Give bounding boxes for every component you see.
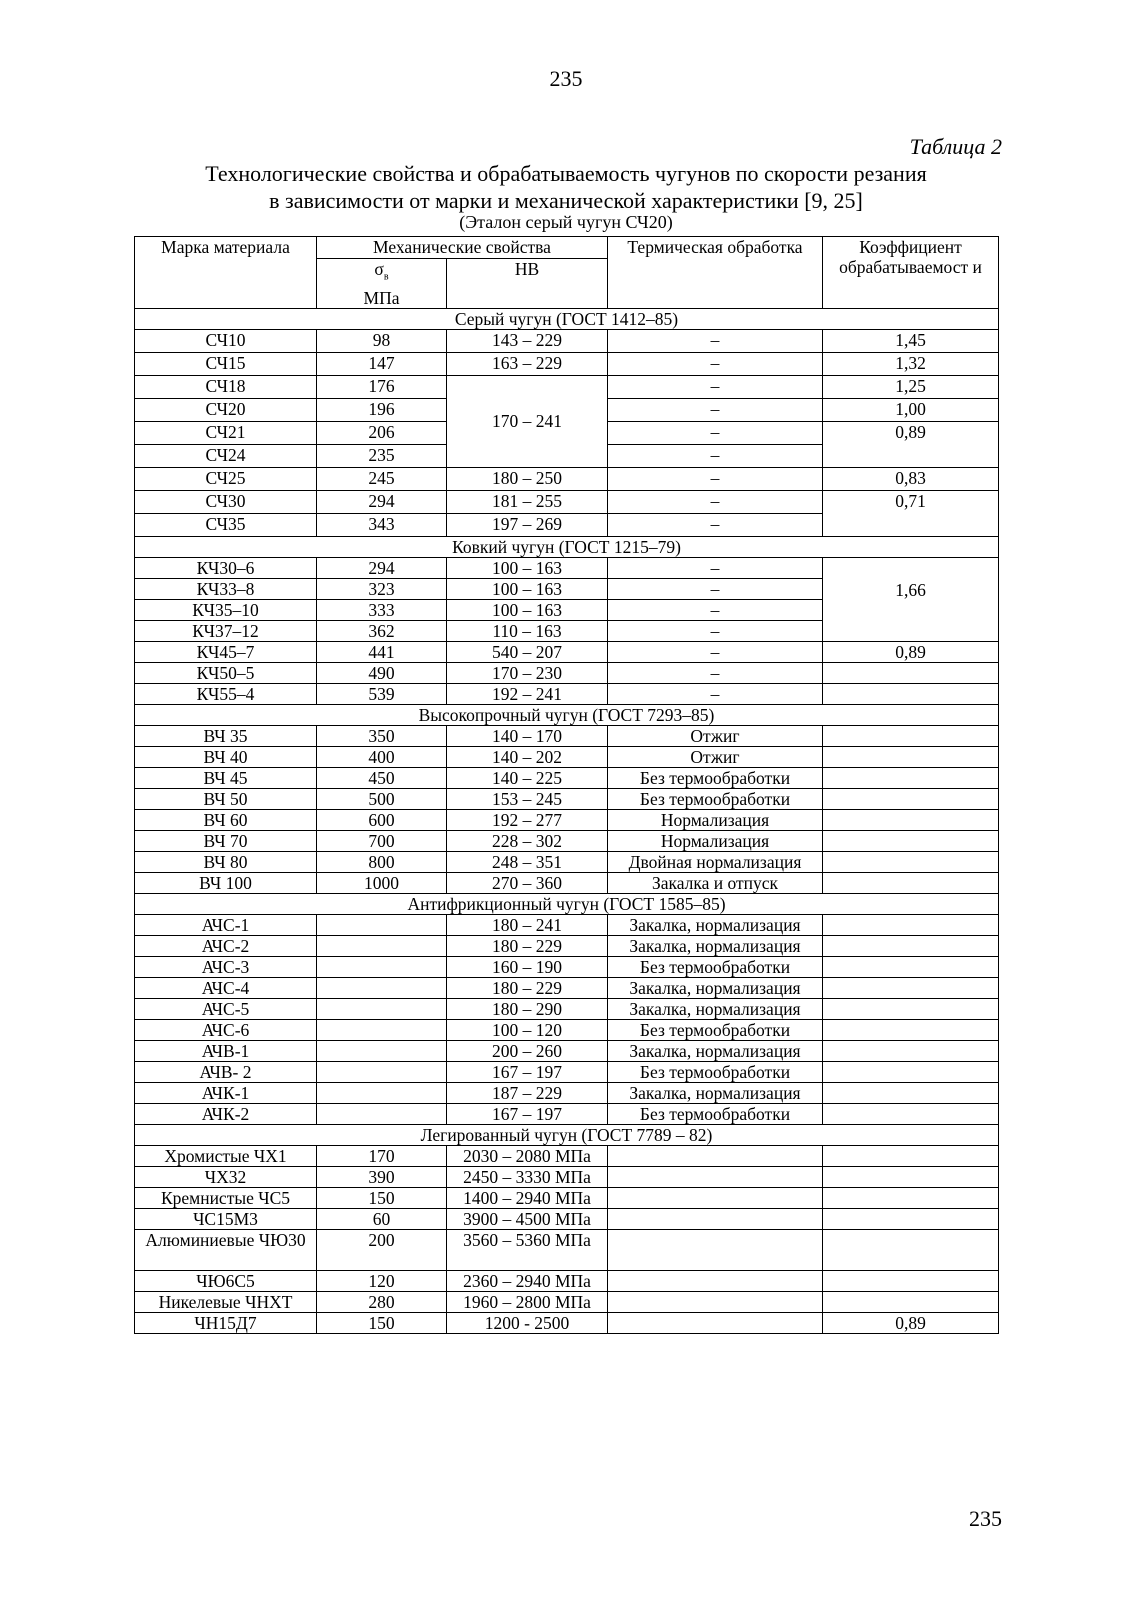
table-row [135,375,999,398]
table-row [135,767,999,788]
table-row [135,1208,999,1229]
cell-sigma: 362 [317,620,447,641]
cell-hb: 1400 – 2940 МПа [447,1187,608,1208]
cell-mark: СЧ24 [135,444,317,467]
cell-coef [823,683,999,704]
cell-hb: 110 – 163 [447,620,608,641]
cell-sigma: 150 [317,1312,447,1333]
cell-hb: 180 – 229 [447,977,608,998]
cell-heat: Без термообработки [608,788,823,809]
cell-sigma: 600 [317,809,447,830]
cell-sigma [317,977,447,998]
cell-hb: 1960 – 2800 МПа [447,1291,608,1312]
cell-mark: АЧВ- 2 [135,1061,317,1082]
header-heat: Термическая обработка [608,237,823,309]
cell-heat: – [608,421,823,444]
cell-mark: АЧВ-1 [135,1040,317,1061]
cell-coef: 0,89 [823,641,999,662]
table-row [135,1040,999,1061]
cell-hb: 2360 – 2940 МПа [447,1270,608,1291]
cell-hb: 160 – 190 [447,956,608,977]
cell-coef: 0,89 [823,421,999,467]
cell-mark: АЧК-2 [135,1103,317,1124]
cell-hb: 248 – 351 [447,851,608,872]
cell-sigma: 150 [317,1187,447,1208]
table-row [135,809,999,830]
cell-hb: 167 – 197 [447,1061,608,1082]
cell-sigma [317,1040,447,1061]
cell-coef [823,998,999,1019]
cell-heat [608,1145,823,1166]
cell-sigma [317,935,447,956]
table-row [135,662,999,683]
table-row [135,490,999,513]
table-row [135,557,999,578]
table-row [135,977,999,998]
cell-heat: – [608,641,823,662]
table-row [135,851,999,872]
cell-hb: 3900 – 4500 МПа [447,1208,608,1229]
cell-sigma: 176 [317,375,447,398]
table-row [135,467,999,490]
cell-mark: КЧ37–12 [135,620,317,641]
cell-sigma: 206 [317,421,447,444]
cell-coef [823,956,999,977]
cell-mark: СЧ30 [135,490,317,513]
cell-hb: 140 – 225 [447,767,608,788]
cell-coef [823,1019,999,1040]
cell-coef [823,746,999,767]
cell-heat: Закалка, нормализация [608,1040,823,1061]
cell-heat: Отжиг [608,746,823,767]
cell-coef: 1,25 [823,375,999,398]
table-label: Таблица 2 [909,134,1002,159]
cell-heat: – [608,578,823,599]
cell-coef [823,1270,999,1291]
cell-hb: 140 – 170 [447,725,608,746]
table-row [135,788,999,809]
cell-mark: ВЧ 60 [135,809,317,830]
cell-heat: Закалка, нормализация [608,977,823,998]
cell-coef [823,935,999,956]
cell-hb: 192 – 241 [447,683,608,704]
cell-mark: КЧ30–6 [135,557,317,578]
cell-sigma: 147 [317,352,447,375]
cell-hb: 180 – 241 [447,914,608,935]
cell-sigma: 294 [317,557,447,578]
cell-heat [608,1208,823,1229]
cell-mark: АЧС-4 [135,977,317,998]
cell-mark: ВЧ 35 [135,725,317,746]
table-row [135,1291,999,1312]
section-antifriction: Антифрикционный чугун (ГОСТ 1585–85) [135,893,999,914]
cell-mark: Кремнистые ЧС5 [135,1187,317,1208]
cell-heat: Закалка, нормализация [608,935,823,956]
cell-sigma: 343 [317,513,447,536]
cell-sigma [317,1103,447,1124]
cell-hb: 3560 – 5360 МПа [447,1229,608,1270]
cell-heat: – [608,375,823,398]
cell-coef: 1,45 [823,329,999,352]
cell-mark: АЧС-1 [135,914,317,935]
cell-mark: КЧ33–8 [135,578,317,599]
sigma-symbol: σ [374,259,384,279]
cell-hb: 163 – 229 [447,352,608,375]
cell-mark: ЧХ32 [135,1166,317,1187]
cell-heat [608,1291,823,1312]
table-row [135,1061,999,1082]
cell-hb: 100 – 163 [447,599,608,620]
cell-heat: – [608,329,823,352]
cell-coef [823,851,999,872]
section-ductile: Высокопрочный чугун (ГОСТ 7293–85) [135,704,999,725]
cell-sigma [317,1061,447,1082]
cell-sigma: 98 [317,329,447,352]
cell-hb: 100 – 120 [447,1019,608,1040]
cell-heat: Без термообработки [608,1061,823,1082]
cell-sigma: 441 [317,641,447,662]
cell-heat: Закалка, нормализация [608,914,823,935]
cell-mark: АЧС-3 [135,956,317,977]
cell-coef [823,809,999,830]
cell-mark: АЧК-1 [135,1082,317,1103]
cell-heat: – [608,444,823,467]
cell-hb: 170 – 241 [447,375,608,467]
cell-mark: АЧС-2 [135,935,317,956]
cell-mark: КЧ45–7 [135,641,317,662]
cell-sigma: 1000 [317,872,447,893]
cell-hb: 140 – 202 [447,746,608,767]
cell-sigma: 350 [317,725,447,746]
cell-mark: ВЧ 40 [135,746,317,767]
cell-heat: – [608,352,823,375]
cell-hb: 180 – 290 [447,998,608,1019]
cell-heat: Нормализация [608,809,823,830]
table-row [135,641,999,662]
cell-heat: Без термообработки [608,1103,823,1124]
cell-coef [823,767,999,788]
cell-sigma: 390 [317,1166,447,1187]
table-row [135,683,999,704]
cell-sigma: 196 [317,398,447,421]
table-row [135,725,999,746]
section-row [135,308,999,329]
cell-coef [823,1291,999,1312]
cell-hb: 153 – 245 [447,788,608,809]
cell-sigma: 120 [317,1270,447,1291]
table-row [135,1082,999,1103]
cell-coef [823,1166,999,1187]
cell-sigma: 60 [317,1208,447,1229]
table-row [135,998,999,1019]
table-row [135,1270,999,1291]
cell-hb: 192 – 277 [447,809,608,830]
cell-heat: – [608,683,823,704]
cell-heat: – [608,662,823,683]
cell-heat: – [608,620,823,641]
cell-heat [608,1270,823,1291]
cell-sigma: 539 [317,683,447,704]
cell-mark: ВЧ 45 [135,767,317,788]
cell-heat: Без термообработки [608,1019,823,1040]
header-hb: НВ [447,259,608,309]
cell-heat: Нормализация [608,830,823,851]
cell-heat: – [608,513,823,536]
cell-mark: КЧ55–4 [135,683,317,704]
cell-mark: СЧ25 [135,467,317,490]
cell-mark: КЧ50–5 [135,662,317,683]
cell-mark: Никелевые ЧНХТ [135,1291,317,1312]
cell-sigma: 450 [317,767,447,788]
cell-hb: 181 – 255 [447,490,608,513]
cell-coef [823,788,999,809]
cell-mark: СЧ18 [135,375,317,398]
cell-coef [823,977,999,998]
cell-coef [823,872,999,893]
cell-hb: 270 – 360 [447,872,608,893]
cell-sigma: 500 [317,788,447,809]
cell-mark: ЧЮ6С5 [135,1270,317,1291]
cell-coef: 0,83 [823,467,999,490]
cell-sigma: 245 [317,467,447,490]
header-material: Марка материала [135,237,317,309]
cell-heat: Отжиг [608,725,823,746]
cell-heat [608,1229,823,1270]
sigma-unit: МПа [363,287,400,308]
table-row [135,1312,999,1333]
cell-heat: Без термообработки [608,956,823,977]
table-row [135,352,999,375]
cell-sigma: 800 [317,851,447,872]
etalon-note: (Эталон серый чугун СЧ20) [459,212,673,232]
section-gray: Серый чугун (ГОСТ 1412–85) [135,308,999,329]
table-row [135,1229,999,1270]
cell-mark: ЧС15М3 [135,1208,317,1229]
cell-hb: 180 – 229 [447,935,608,956]
cell-mark: АЧС-5 [135,998,317,1019]
cell-hb: 187 – 229 [447,1082,608,1103]
cell-heat: Двойная нормализация [608,851,823,872]
cell-coef [823,1145,999,1166]
cell-mark: ВЧ 80 [135,851,317,872]
cell-sigma: 333 [317,599,447,620]
cell-hb: 1200 - 2500 [447,1312,608,1333]
cell-heat: – [608,599,823,620]
cell-coef [823,1082,999,1103]
cell-mark: СЧ35 [135,513,317,536]
cell-coef [823,662,999,683]
cell-hb: 100 – 163 [447,557,608,578]
page-number-bottom: 235 [969,1506,1002,1531]
cell-coef [823,1187,999,1208]
cell-hb: 180 – 250 [447,467,608,490]
cell-heat [608,1312,823,1333]
cell-heat: Закалка и отпуск [608,872,823,893]
table-row [135,1187,999,1208]
cell-hb: 143 – 229 [447,329,608,352]
cell-mark: ЧН15Д7 [135,1312,317,1333]
section-alloy: Легированный чугун (ГОСТ 7789 – 82) [135,1124,999,1145]
table-row [135,872,999,893]
cell-sigma: 400 [317,746,447,767]
cell-heat [608,1166,823,1187]
cell-coef [823,725,999,746]
table-row [135,329,999,352]
cell-sigma [317,914,447,935]
header-sigma [317,259,447,309]
table-row [135,1103,999,1124]
cell-hb: 170 – 230 [447,662,608,683]
header-coef: Коэффициент обрабатываемост и [823,237,999,309]
cell-mark: СЧ10 [135,329,317,352]
cell-mark: АЧС-6 [135,1019,317,1040]
cell-mark: ВЧ 50 [135,788,317,809]
sigma-subscript: в [383,271,389,283]
table-row [135,1145,999,1166]
cell-coef [823,1061,999,1082]
cell-heat: – [608,467,823,490]
cell-coef: 0,71 [823,490,999,536]
table-row [135,746,999,767]
table-row [135,914,999,935]
cell-sigma [317,998,447,1019]
table-title [0,160,1132,214]
table-row [135,830,999,851]
page-number-top: 235 [549,66,583,91]
cell-coef [823,1103,999,1124]
cell-sigma: 700 [317,830,447,851]
header-mech: Механические свойства [317,237,608,259]
section-row [135,893,999,914]
section-row [135,704,999,725]
cell-heat [608,1187,823,1208]
cell-hb: 100 – 163 [447,578,608,599]
cell-sigma: 490 [317,662,447,683]
cell-hb: 200 – 260 [447,1040,608,1061]
cast-iron-table [134,236,999,1334]
table-row [135,956,999,977]
table-row [135,1019,999,1040]
cell-sigma: 294 [317,490,447,513]
cell-coef: 1,00 [823,398,999,421]
cell-mark: Алюминиевые ЧЮ30 [135,1229,317,1270]
section-malleable: Ковкий чугун (ГОСТ 1215–79) [135,536,999,557]
cell-mark: СЧ20 [135,398,317,421]
cell-coef [823,1040,999,1061]
section-row [135,536,999,557]
title-line-2: в зависимости от марки и механической характеристики [9, 25] [269,188,863,213]
cell-sigma [317,1019,447,1040]
cell-heat: – [608,490,823,513]
cell-coef [823,914,999,935]
cell-mark: СЧ15 [135,352,317,375]
cell-coef: 0,89 [823,1312,999,1333]
cell-sigma: 280 [317,1291,447,1312]
cell-sigma [317,1082,447,1103]
section-row [135,1124,999,1145]
cell-mark: ВЧ 100 [135,872,317,893]
cell-sigma: 200 [317,1229,447,1270]
cell-mark: КЧ35–10 [135,599,317,620]
cell-sigma: 235 [317,444,447,467]
table-row [135,1166,999,1187]
cell-coef [823,830,999,851]
cell-heat: – [608,557,823,578]
cell-hb: 228 – 302 [447,830,608,851]
cell-coef [823,1229,999,1270]
header-row [135,237,999,259]
cell-hb: 197 – 269 [447,513,608,536]
cell-heat: – [608,398,823,421]
cell-mark: СЧ21 [135,421,317,444]
cell-heat: Закалка, нормализация [608,1082,823,1103]
cell-heat: Закалка, нормализация [608,998,823,1019]
cell-hb: 2450 – 3330 МПа [447,1166,608,1187]
table-row [135,935,999,956]
cell-hb: 540 – 207 [447,641,608,662]
cell-heat: Без термообработки [608,767,823,788]
cell-mark: ВЧ 70 [135,830,317,851]
cell-hb: 2030 – 2080 МПа [447,1145,608,1166]
cell-coef: 1,32 [823,352,999,375]
cell-sigma [317,956,447,977]
cell-coef [823,1208,999,1229]
cell-coef: 1,66 [823,557,999,641]
cell-mark: Хромистые ЧХ1 [135,1145,317,1166]
cell-hb: 167 – 197 [447,1103,608,1124]
cell-sigma: 170 [317,1145,447,1166]
cell-sigma: 323 [317,578,447,599]
title-line-1: Технологические свойства и обрабатываемость чугунов по скорости резания [205,161,927,186]
